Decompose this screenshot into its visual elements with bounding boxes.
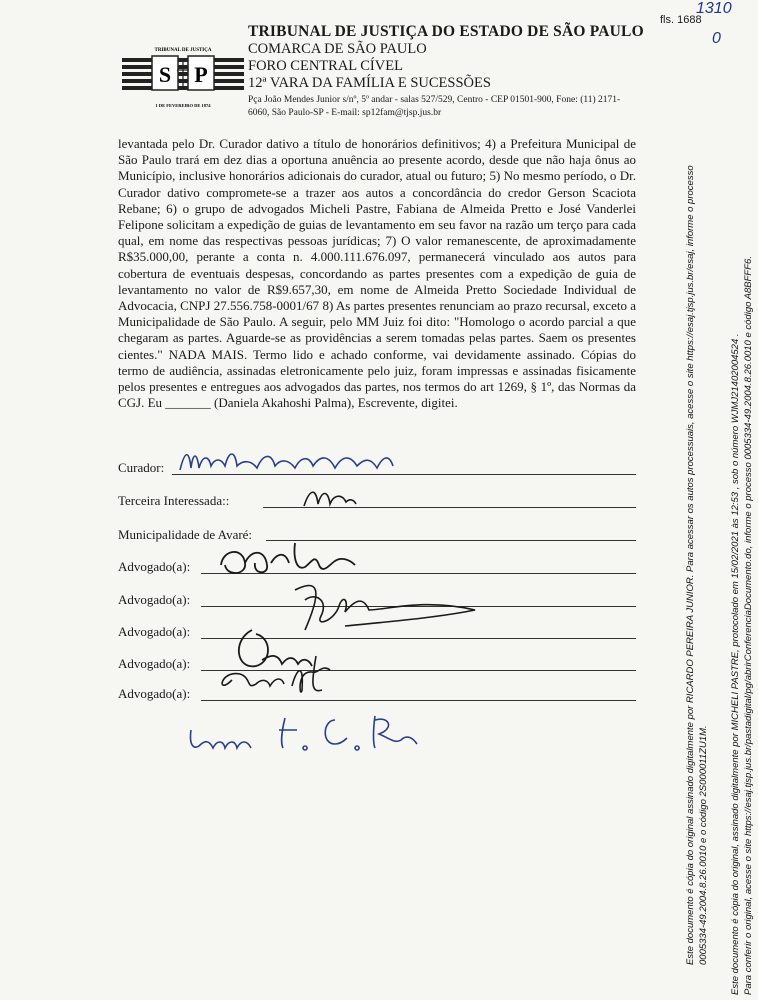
margin-note-2b: Para conferir o original, acesse o site https://esaj.tjsp.jus.br/pastadigital/pg/abrirConferenciaDocumento.do, informe o processo 0005334-49.2004.8.26.0010 e código A8BFFF6. [743, 256, 754, 995]
handwritten-zero: 0 [712, 30, 721, 47]
logo-bottom-text: 1 DE FEVEREIRO DE 1874 [155, 103, 211, 108]
document-body [118, 136, 636, 411]
foro: FORO CENTRAL CÍVEL [248, 58, 403, 74]
margin-note-1b: 0005334-49.2004.8.26.0010 e o código 2S000011ZU1M. [698, 725, 709, 965]
vara: 12ª VARA DA FAMÍLIA E SUCESSÕES [248, 75, 491, 91]
court-name: TRIBUNAL DE JUSTIÇA DO ESTADO DE SÃO PAULO [248, 23, 644, 40]
court-logo [122, 44, 244, 114]
margin-note-2: Este documento é cópia do original, assinado digitalmente por MICHELI PASTRE, protocolado em 15/02/2021 às 12:53 , sob o número WJMJ21402004524 . [730, 333, 741, 995]
signature-advogado-4 [212, 650, 362, 700]
label-advogado-5: Advogado(a): [118, 686, 191, 701]
label-terceira-interessada: Terceira Interessada:: [118, 493, 230, 508]
logo-top-text: TRIBUNAL DE JUSTIÇA [154, 48, 212, 53]
label-advogado-3: Advogado(a): [118, 624, 191, 639]
signature-terceira [300, 482, 360, 512]
signature-curador [175, 440, 435, 480]
document-header [248, 22, 668, 120]
signature-advogado-5 [185, 700, 435, 760]
label-municipalidade: Municipalidade de Avaré: [118, 527, 253, 542]
svg-text:S: S [158, 62, 172, 87]
label-curador: Curador: [118, 460, 165, 475]
margin-note-1: Este documento é cópia do original assinado digitalmente por RICARDO PEREIRA JUNIOR. Para acessar os autos processuais, acesse o site https://esaj.tjsp.jus.br/esaj, informe o processo [685, 165, 696, 965]
body-paragraph: levantada pelo Dr. Curador dativo a título de honorários definitivos; 4) a Prefeitura Municipal de São Paulo trará em dez dias a oportuna anuência ao presente acordo, desde que não haja ônus ao Município, inclusive honorários adicionais do curador, atual ou futuro; 5) No mesmo período, o Dr. Curador dativo compromete-se a trazer aos autos a concordância do credor Gerson Scaciota Rebane; 6) o grupo de advogados Micheli Pastre, Fabiana de Almeida Pretto e José Vanderlei Felipone solicitam a expedição de guias de levantamento em seu favor na razão um terço para cada qual, em nome das respectivas pessoas jurídicas; 7) O valor remanescente, de aproximadamente R$35.000,00, perante a conta n. 4.000.111.676.097, permanecerá vinculado aos autos para cobertura de eventuais despesas, concordando as partes presentes com a expedição de guia de levantamento no valor de R$9.657,30, em nome de Almeida Pretto Sociedade Individual de Advocacia, CNPJ 27.556.758-0001/67 8) As partes presentes renunciam ao prazo recursal, exceto a Municipalidade de São Paulo. A seguir, pelo MM Juiz foi dito: "Homologo o acordo parcial a que chegaram as partes. Aguarde-se as providências a serem tomadas pelas partes. Saem os presentes cientes." NADA MAIS. Termo lido e achado conforme, vai devidamente assinado. Cópias do termo de audiência, assinadas eletronicamente pelo juiz, foram impressas e assinadas fisicamente pelos presentes e entregues aos advogados das partes, nos termos do art 1269, § 1º, das Normas da CGJ. Eu _______ (Daniela Akahoshi Palma), Escrevente, digitei. [118, 136, 636, 411]
label-advogado-2: Advogado(a): [118, 592, 191, 607]
label-advogado-4: Advogado(a): [118, 656, 191, 671]
svg-text:P: P [194, 62, 208, 87]
handwritten-page-number: 1310 [696, 0, 732, 17]
court-address: Pça João Mendes Junior s/nº, 5º andar - salas 527/529, Centro - CEP 01501-900, Fone: (11) 2171-6060, São Paulo-SP - E-mail: sp12fam@tjsp.jus.br [248, 95, 621, 118]
label-advogado-1: Advogado(a): [118, 559, 191, 574]
comarca: COMARCA DE SÃO PAULO [248, 41, 427, 57]
page-number: fls. 1688 [660, 14, 702, 26]
